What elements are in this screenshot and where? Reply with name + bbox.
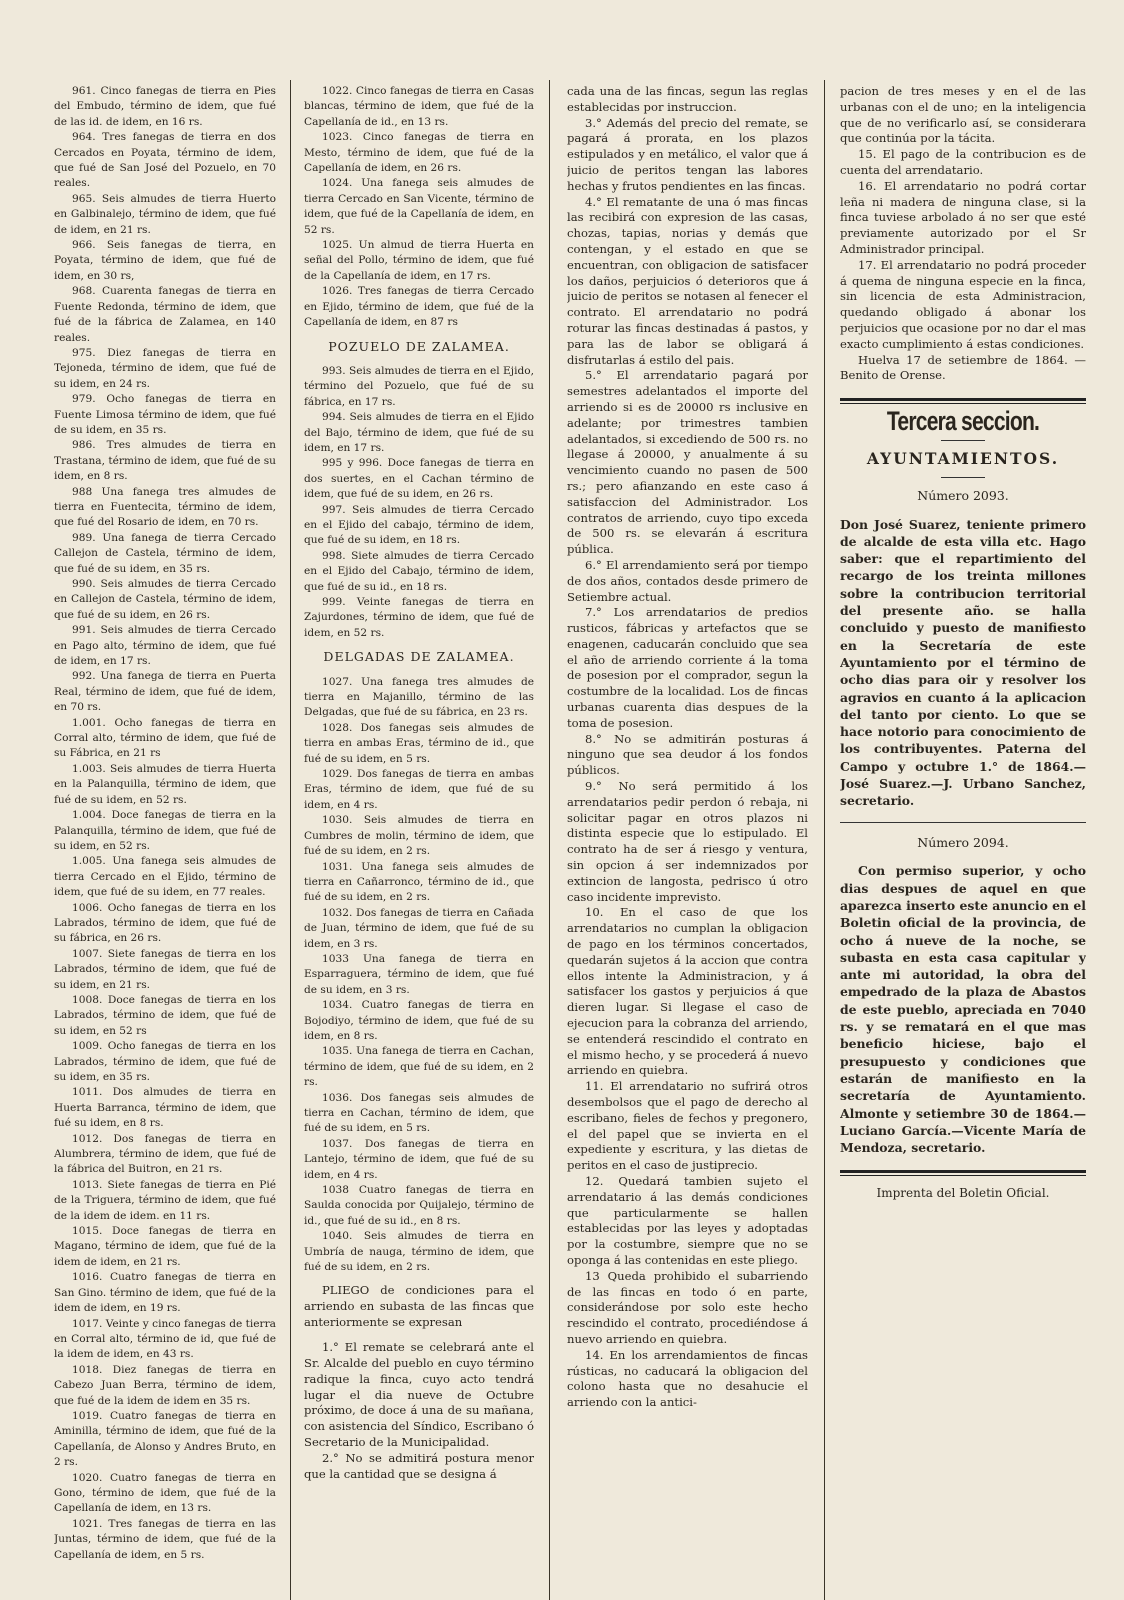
condition-item: 1.° El remate se celebrará ante el Sr. Alcalde del pueblo en cuyo término radique la finca, cuyo acto tendrá lugar el dia nueve de Octubre próximo, de doce á una de su mañana, con asistencia del Síndico, Escribano ó Secretario de la Municipalidad. [304, 1340, 534, 1450]
list-item: 1040. Seis almudes de tierra en Umbría de nauga, término de idem, que fué de su idem, en 2 rs. [304, 1230, 534, 1274]
list-item: 1033 Una fanega de tierra en Esparraguera, término de idem, que fué de su idem, en 3 rs. [304, 952, 534, 996]
list-item: 965. Seis almudes de tierra Huerto en Galbinalejo, término de idem, que fué de idem, en 21 rs. [54, 192, 276, 236]
list-item: 1030. Seis almudes de tierra en Cumbres de molin, término de idem, que fué de su idem, en 2 rs. [304, 814, 534, 858]
section-title: Tercera seccion. [886, 406, 1040, 437]
list-item: 990. Seis almudes de tierra Cercado en Callejon de Castela, término de idem, que fué de su idem, en 26 rs. [54, 578, 276, 621]
condition-item: 10. En el caso de que los arrendatarios no cumplan la obligacion de pago en los términos concertados, quedarán sujetos á la accion que contra ellos intente la Administracion, y á satisfacer los gastos y perjuicios á que dieren lugar. Si llegase el caso de ejecucion para la cobranza del arriendo, se entenderá rescindido el contrato en el mismo hecho, y se procederá á nuevo arriendo en quiebra. [567, 905, 808, 1078]
list-item: 999. Veinte fanegas de tierra en Zajurdones, término de idem, que fué de idem, en 52 rs. [304, 596, 534, 639]
list-item: 994. Seis almudes de tierra en el Ejido del Bajo, término de idem, que fué de su idem, en 17 rs. [304, 411, 534, 454]
list-item: 1011. Dos almudes de tierra en Huerta Barranca, término de idem, que fué su idem, en 8 rs. [54, 1086, 276, 1130]
notice-text: Don José Suarez, teniente primero de alcalde de esta villa etc. Hago saber: que el repartimiento del recargo de los treinta millones sobre la contribucion territorial del presente año. se halla concluido y puesto de manifiesto en la Secretaría de este Ayuntamiento por el término de ocho dias para oir y resolver los agravios en cuanto á la aplicacion del tanto por ciento. Lo que se hace notorio para conocimiento de los contribuyentes. Paterna del Campo y octubre 1.° de 1864.— José Suarez.—J. Urbano Sanchez, secretario. [840, 516, 1086, 809]
list-item: 1031. Una fanega seis almudes de tierra en Cañarronco, término de id., que fué de su idem, en 2 rs. [304, 860, 534, 904]
list-item: 992. Una fanega de tierra en Puerta Real, término de idem, que fué de idem, en 70 rs. [54, 670, 276, 714]
subsection-title: AYUNTAMIENTOS. [866, 448, 1060, 468]
condition-item: 11. El arrendatario no sufrirá otros desembolsos que el pago de derecho al escribano, fieles de fechos y pregonero, el del papel que se invierta en el expediente y escritura, y las dietas de peritos en el caso de justiprecio. [567, 1079, 808, 1173]
divider [941, 440, 985, 441]
list-item: 1029. Dos fanegas de tierra en ambas Eras, término de idem, que fué de su idem, en 4 rs. [304, 768, 534, 811]
column-3 [567, 84, 808, 1594]
column-4 [840, 84, 1086, 1594]
list-item: 1024. Una fanega seis almudes de tierra Cercado en San Vicente, término de idem, que fué de la Capellanía de idem, en 52 rs. [304, 177, 534, 236]
list-item: 1021. Tres fanegas de tierra en las Juntas, término de idem, que fué de la Capellanía de idem, en 5 rs. [54, 1517, 276, 1561]
list-item: 1018. Diez fanegas de tierra en Cabezo Juan Berra, término de idem, que fué de la idem de idem en 35 rs. [54, 1363, 276, 1407]
condition-item: 9.° No será permitido á los arrendatarios pedir perdon ó rebaja, ni solicitar pagar en otros plazos ni distinta especie que lo estipulado. El contrato ha de ser á riesgo y ventura, sin opcion á ser indemnizados por extincion de langosta, pedrisco ú otro caso incidente imprevisto. [567, 779, 808, 904]
list-item: 1007. Siete fanegas de tierra en los Labrados, término de idem, que fué de su idem, en 21 rs. [54, 947, 276, 991]
notice-text: Con permiso superior, y ocho dias despues de aquel en que aparezca inserto este anuncio en el Boletin oficial de la provincia, de ocho á nueve de la noche, se subasta en esta casa capitular y ante mi autoridad, la obra del empedrado de la plaza de Abastos de este pueblo, apreciada en 7040 rs. y se rematará en el que mas beneficio hiciese, bajo el presupuesto y condiciones que estarán de manifiesto en la secretaría de Ayuntamiento. Almonte y setiembre 30 de 1864.—Luciano García.—Vicente María de Mendoza, secretario. [840, 863, 1086, 1156]
list-item: 995 y 996. Doce fanegas de tierra en dos suertes, en el Cachan término de idem, que fué de su idem, en 26 rs. [304, 457, 534, 501]
notice-2094 [840, 862, 1086, 1156]
condition-item: 7.° Los arrendatarios de predios rusticos, fábricas y artefactos que se enagenen, caducarán concluido que sea el año de arriendo corriente á la toma de posesion por el comprador, segun la costumbre de la localidad. Los de fincas urbanas cuarenta dias despues de la toma de posesion. [567, 605, 808, 730]
printer-credit: Imprenta del Boletin Oficial. [876, 1186, 1050, 1201]
section-divider [840, 398, 1086, 404]
condition-item: 4.° El rematante de una ó mas fincas las recibirá con expresion de las casas, chozas, tapias, norias y demás que contengan, y el estado en que se encuentran, con obligacion de satisfacer los daños, perjuicios ó deterioros que á juicio de peritos se notasen al fenecer el contrato. El arrendatario no podrá roturar las fincas destinadas á pastos, y para las de labor se obligará á disfrutarlas á estilo del pais. [567, 194, 808, 367]
list-item: 1.003. Seis almudes de tierra Huerta en la Palanquilla, término de idem, que fué de su idem, en 52 rs. [54, 762, 276, 806]
list-item: 964. Tres fanegas de tierra en dos Cercados en Poyata, término de idem, que fué de San José del Pozuelo, en 70 reales. [54, 131, 276, 190]
condition-item: 8.° No se admitirán posturas á ninguno que sea deudor á los fondos públicos. [567, 731, 808, 778]
list-item: 968. Cuarenta fanegas de tierra en Fuente Redonda, término de idem, que fué de la fábrica de Zalamea, en 140 reales. [54, 285, 276, 344]
list-item: 998. Siete almudes de tierra Cercado en el Ejido del Cabajo, término de idem, que fué de su id., en 18 rs. [304, 549, 534, 593]
list-item: 1012. Dos fanegas de tierra en Alumbrera, término de idem, que fué de la fábrica del Buitron, en 21 rs. [54, 1132, 276, 1176]
list-item: 1038 Cuatro fanegas de tierra en Saulda conocida por Quijalejo, término de id., que fué de su id., en 8 rs. [304, 1184, 534, 1227]
condition-item: 2.° No se admitirá postura menor que la cantidad que se designa á [304, 1450, 534, 1481]
list-item: 1016. Cuatro fanegas de tierra en San Gino. término de idem, que fué de la idem de idem, en 19 rs. [54, 1271, 276, 1315]
list-item: 989. Una fanega de tierra Cercado Callejon de Castela, término de idem, que fué de su idem, en 35 rs. [54, 531, 276, 575]
list-item: 1032. Dos fanegas de tierra en Cañada de Juan, término de idem, que fué de su idem, en 3 rs. [304, 906, 534, 950]
condition-item: 17. El arrendatario no podrá proceder á quema de ninguna especie en la finca, sin licencia de esta Administracion, quedando obligado á abonar los perjuicios que ocasione por no dar el mas exacto cumplimiento á estas condiciones. [840, 257, 1086, 351]
condition-item: 5.° El arrendatario pagará por semestres adelantados el importe del arriendo si es de 20000 rs inclusive en adelante; por trimestres tambien adelantados, si excediendo de 500 rs. no llegase á 20000, y anualmente á su vencimiento cuando no pasen de 500 rs.; pero afianzando en este caso á satisfaccion del Administrador. Los contratos de arriendo, cuyo tipo exceda de 500 rs. se elevarán á escritura pública. [567, 368, 808, 557]
list-item: 1022. Cinco fanegas de tierra en Casas blancas, término de idem, que fué de la Capellanía de id., en 13 rs. [304, 85, 534, 128]
condition-item: 16. El arrendatario no podrá cortar leña ni madera de ninguna clase, si la finca tuviese arbolado á no ser que esté previamente autorizado por el Sr Administrador principal. [840, 178, 1086, 256]
list-item: 986. Tres almudes de tierra en Trastana, término de idem, que fué de su idem, en 8 rs. [54, 439, 276, 483]
notice-number: Número 2094. [917, 834, 1009, 850]
list-item: 1026. Tres fanegas de tierra Cercado en Ejido, término de idem, que fué de la Capellanía de idem, en 87 rs [304, 285, 534, 329]
condition-item: 15. El pago de la contribucion es de cuenta del arrendatario. [840, 147, 1086, 177]
divider [840, 822, 1086, 823]
list-item: 1020. Cuatro fanegas de tierra en Gono, término de idem, que fué de la Capellanía de idem, en 13 rs. [54, 1471, 276, 1515]
list-item: 1017. Veinte y cinco fanegas de tierra en Corral alto, término de id, que fué de la idem de idem, en 43 rs. [54, 1317, 276, 1361]
list-item: 1.005. Una fanega seis almudes de tierra Cercado en el Ejido, término de idem, que fué de su idem, en 77 reales. [54, 855, 276, 899]
list-item: 1.004. Doce fanegas de tierra en la Palanquilla, término de idem, que fué de su idem, en 52 rs. [54, 809, 276, 852]
column-divider [549, 80, 550, 1600]
notice-number: Número 2093. [917, 487, 1009, 503]
list-item: 1006. Ocho fanegas de tierra en los Labrados, término de idem, que fué de su fábrica, en 26 rs. [54, 901, 276, 945]
list-item: 993. Seis almudes de tierra en el Ejido, término del Pozuelo, que fué de su fábrica, en 17 rs. [304, 364, 534, 408]
column-2 [304, 84, 534, 1594]
list-item: 979. Ocho fanegas de tierra en Fuente Limosa término de idem, que fué de su idem, en 35 rs. [54, 393, 276, 436]
list-item: 966. Seis fanegas de tierra, en Poyata, término de idem, que fué de idem, en 30 rs, [54, 239, 276, 282]
condition-item: pacion de tres meses y en el de las urbanas con el de uno; en la inteligencia que de no verificarlo así, se considerara que continúa por la tácita. [840, 84, 1086, 146]
list-item: 1009. Ocho fanegas de tierra en los Labrados, término de idem, que fué de su idem, en 35 rs. [54, 1040, 276, 1083]
notice-2093 [840, 516, 1086, 810]
column-divider [824, 80, 825, 1600]
section-heading-pozuelo: POZUELO DE ZALAMEA. [328, 338, 510, 354]
list-item: 1034. Cuatro fanegas de tierra en Bojodiyo, término de idem, que fué de su idem, en 8 rs. [304, 999, 534, 1042]
list-item: 991. Seis almudes de tierra Cercado en Pago alto, término de idem, que fué de idem, en 17 rs. [54, 624, 276, 668]
list-item: 988 Una fanega tres almudes de tierra en Fuentecita, término de idem, que fué del Rosario de idem, en 70 rs. [54, 485, 276, 529]
list-item: 1013. Siete fanegas de tierra en Pié de la Triguera, término de idem, que fué de la idem de idem. en 11 rs. [54, 1178, 276, 1222]
list-item: 1027. Una fanega tres almudes de tierra en Majanillo, término de las Delgadas, que fué de su fábrica, en 23 rs. [304, 675, 534, 719]
section-heading-delgadas: DELGADAS DE ZALAMEA. [323, 649, 515, 665]
list-item: 1.001. Ocho fanegas de tierra en Corral alto, término de idem, que fué de su Fábrica, en 21 rs [54, 716, 276, 760]
column-1 [54, 84, 276, 1594]
condition-item: 3.° Además del precio del remate, se pagará á prorata, en los plazos estipulados y en metálico, el valor que á juicio de peritos tengan las labores hechas y frutos pendientes en las fincas. [567, 115, 808, 193]
list-item: 1028. Dos fanegas seis almudes de tierra en ambas Eras, término de id., que fué de su idem, en 5 rs. [304, 721, 534, 765]
list-item: 1023. Cinco fanegas de tierra en Mesto, término de idem, que fué de la Capellanía de idem, en 26 rs. [304, 131, 534, 175]
list-item: 1037. Dos fanegas de tierra en Lantejo, término de idem, que fué de su idem, en 4 rs. [304, 1137, 534, 1181]
signature: Huelva 17 de setiembre de 1864. — Benito de Orense. [840, 352, 1086, 383]
list-item: 1025. Un almud de tierra Huerta en señal del Pollo, término de idem, que fué de la Capellanía de idem, en 17 rs. [304, 239, 534, 282]
condition-item: 14. En los arrendamientos de fincas rústicas, no caducará la obligacion del colono hasta que no desahucie el arriendo con la antici- [567, 1347, 808, 1410]
column-divider [290, 80, 291, 1600]
list-item: 1035. Una fanega de tierra en Cachan, término de idem, que fué de su idem, en 2 rs. [304, 1045, 534, 1089]
pliego-title: PLIEGO de condiciones para el arriendo en subasta de las fincas que anteriormente se expresan [304, 1283, 534, 1329]
list-item: 1036. Dos fanegas seis almudes de tierra en Cachan, término de idem, que fué de su idem, en 5 rs. [304, 1091, 534, 1135]
list-item: 1015. Doce fanegas de tierra en Magano, término de idem, que fué de la idem de idem, en 21 rs. [54, 1225, 276, 1268]
condition-item: 6.° El arrendamiento será por tiempo de dos años, contados desde primero de Setiembre actual. [567, 557, 808, 604]
list-item: 1008. Doce fanegas de tierra en los Labrados, término de idem, que fué de su idem, en 52 rs [54, 993, 276, 1037]
list-item: 961. Cinco fanegas de tierra en Pies del Embudo, término de idem, que fué de las id. de idem, en 16 rs. [54, 85, 276, 128]
list-item: 997. Seis almudes de tierra Cercado en el Ejido del cabajo, término de idem, que fué de su idem, en 18 rs. [304, 503, 534, 547]
list-item: 975. Diez fanegas de tierra en Tejoneda, término de idem, que fué de su idem, en 24 rs. [54, 346, 276, 390]
divider [941, 477, 985, 478]
condition-item: 12. Quedará tambien sujeto el arrendatario á las demás condiciones que particularmente se hallen establecidas por las leyes y adoptadas por la costumbre, siempre que no se oponga á las contenidas en este pliego. [567, 1173, 808, 1267]
list-item: 1019. Cuatro fanegas de tierra en Aminilla, término de idem, que fué de la Capellanía, de Alonso y Andres Bruto, en 2 rs. [54, 1409, 276, 1469]
condition-item: cada una de las fincas, segun las reglas establecidas por instruccion. [567, 84, 808, 114]
entry-list-1 [54, 84, 276, 1563]
condition-item: 13 Queda prohibido el subarriendo de las fincas en todo ó en parte, considerándose por solo este hecho rescindido el contrato, procediéndose á nuevo arriendo en quiebra. [567, 1268, 808, 1346]
footer-divider [840, 1170, 1086, 1176]
